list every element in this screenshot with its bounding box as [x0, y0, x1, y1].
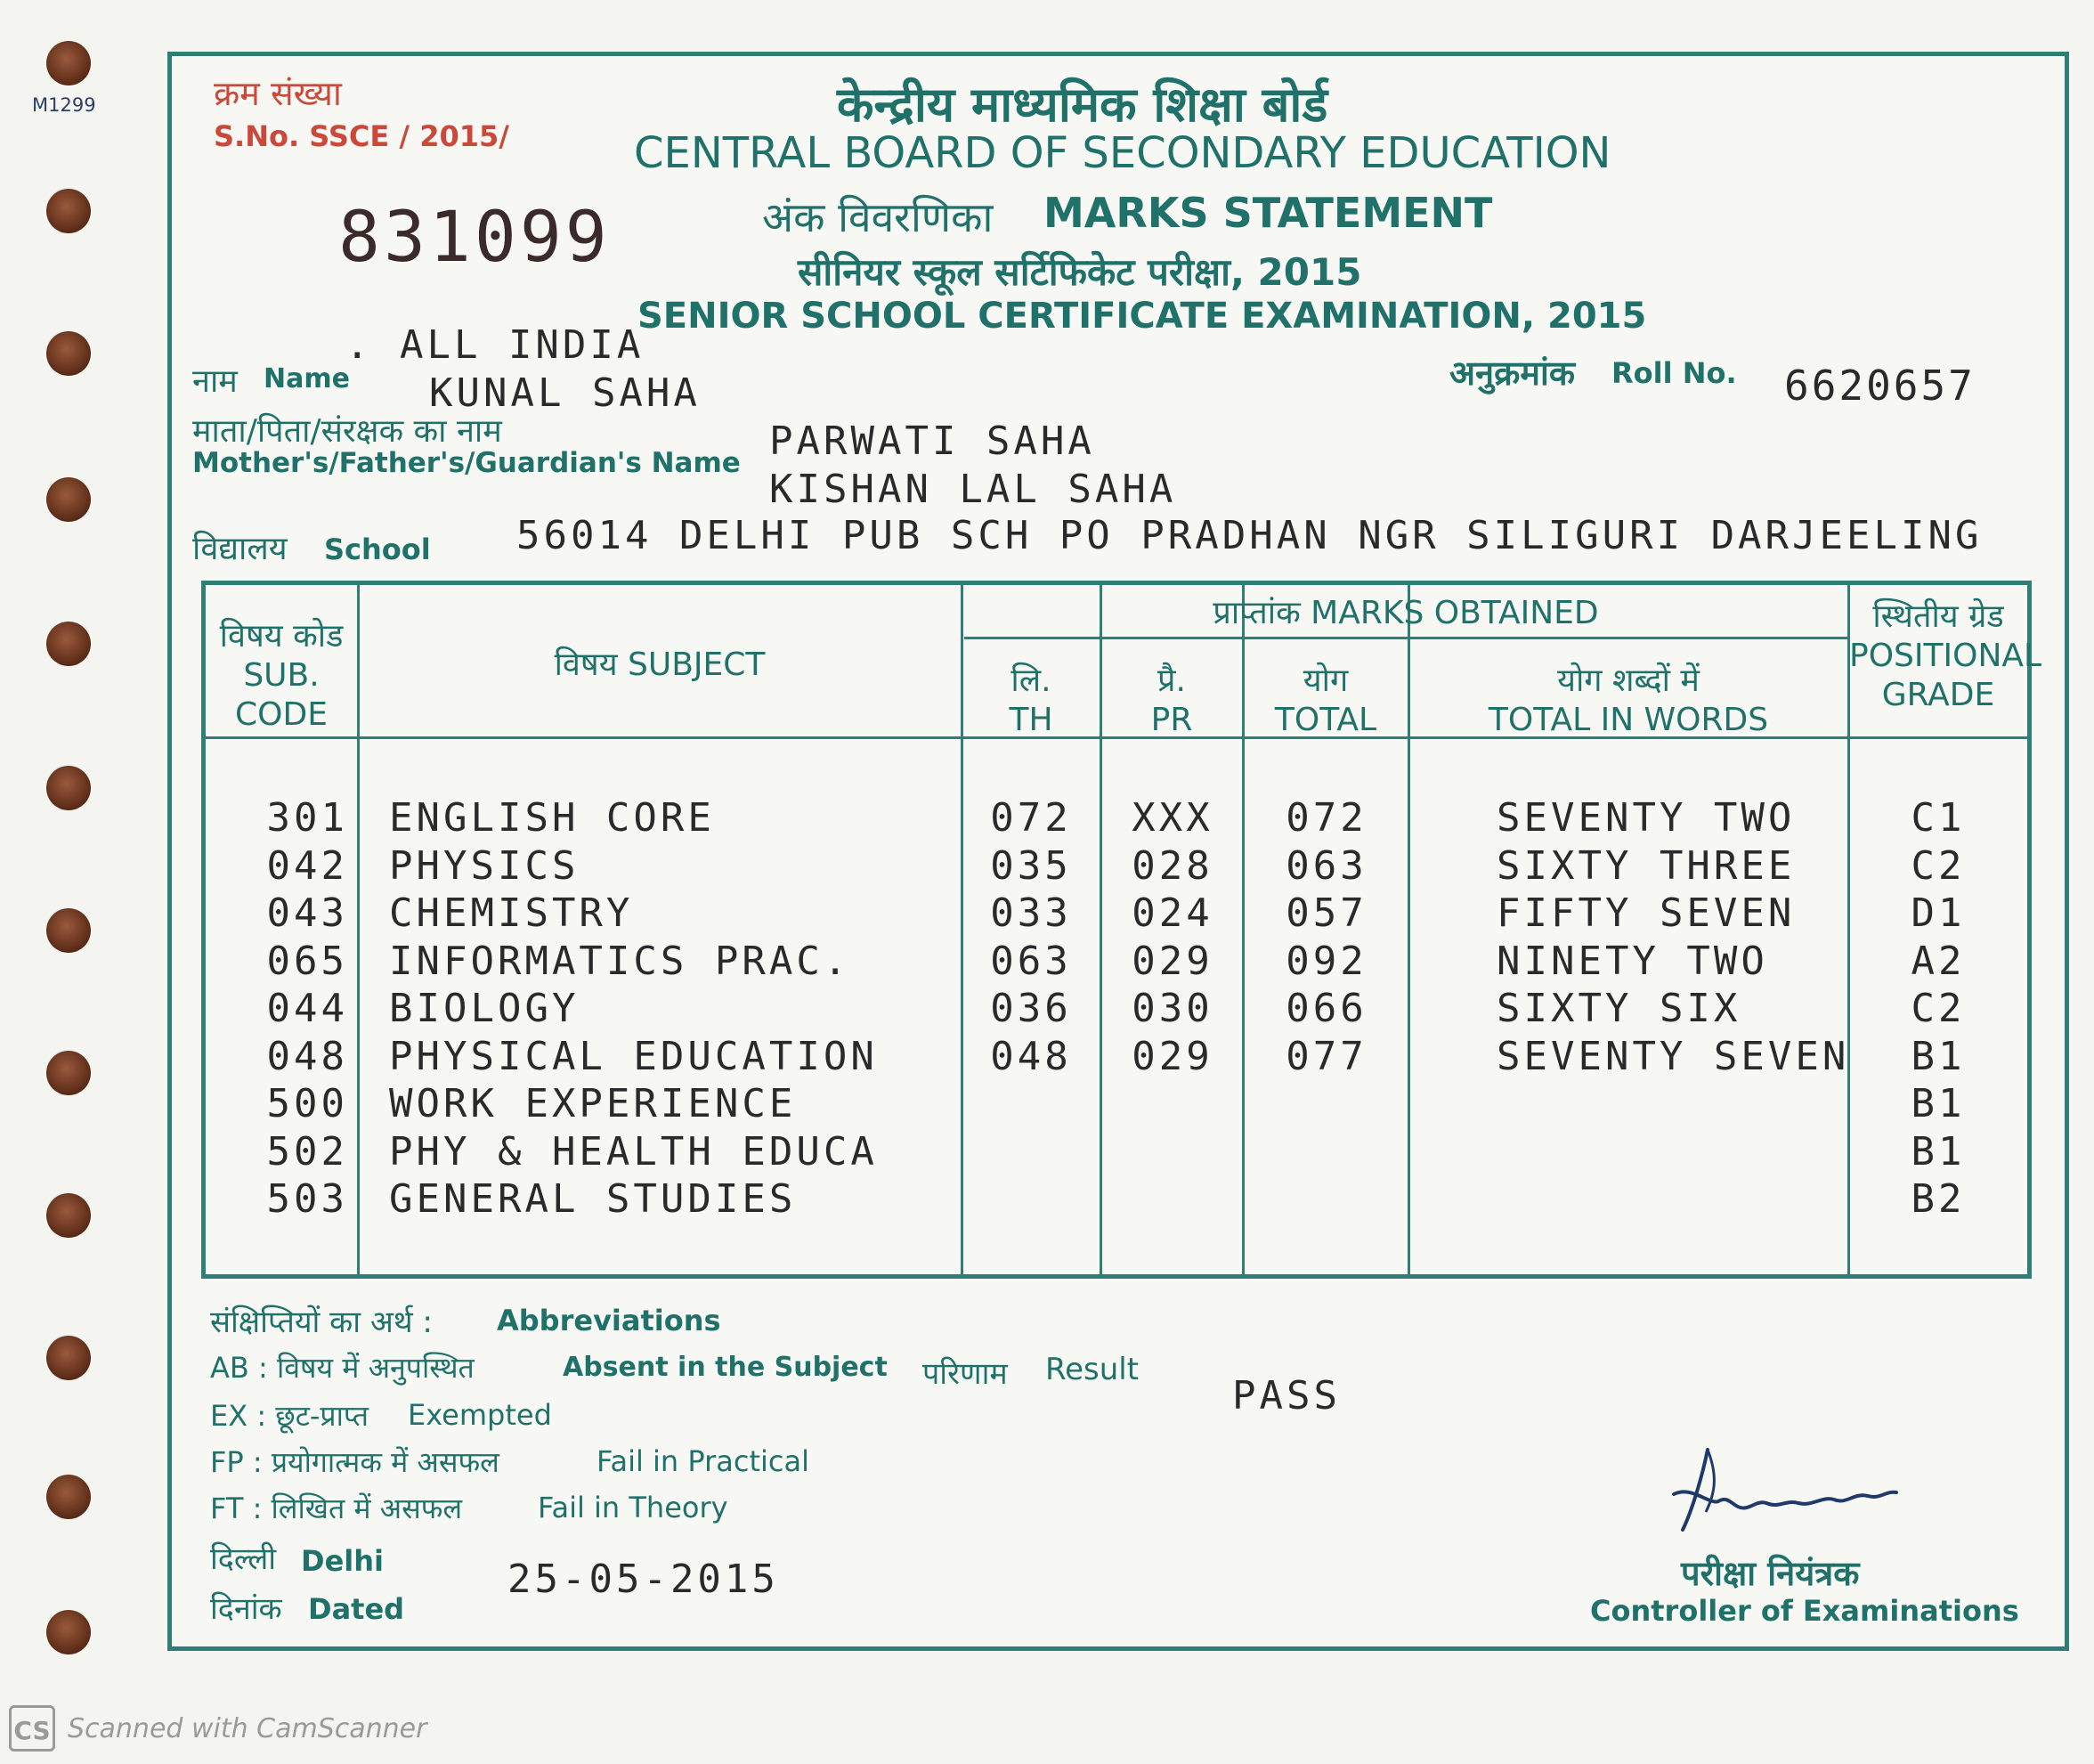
father-name: KISHAN LAL SAHA: [769, 467, 1177, 512]
dated-label: Dated: [308, 1592, 405, 1626]
name-label: Name: [264, 363, 350, 394]
theory-marks: 063: [990, 938, 1072, 984]
abbrev-fp: Fail in Practical: [597, 1444, 809, 1478]
subject-name: INFORMATICS PRAC.: [389, 938, 851, 984]
guardian-label-hindi: माता/पिता/संरक्षक का नाम: [192, 413, 502, 450]
school-label-hindi: विद्यालय: [192, 531, 288, 567]
total-in-words: NINETY TWO: [1497, 938, 1768, 984]
practical-marks: 029: [1132, 1033, 1213, 1079]
serial-prefix: S.No. SSCE / 2015/: [214, 119, 509, 153]
binder-hole: [46, 41, 91, 85]
abbrev-fp-hindi: FP : प्रयोगात्मक में असफल: [210, 1445, 499, 1479]
code-header-hindi: विषय कोड: [219, 618, 344, 654]
sub-code: 042: [266, 842, 348, 889]
sub-code: 043: [266, 890, 348, 936]
pr-header-hindi: प्रै.: [1157, 663, 1186, 699]
code-header-line1: SUB.: [243, 657, 320, 694]
binder-hole: [46, 189, 91, 233]
roll-label-hindi: अनुक्रमांक: [1449, 354, 1576, 393]
result-label-hindi: परिणाम: [922, 1356, 1008, 1392]
abbrev-ex: Exempted: [408, 1398, 552, 1432]
binder-hole: [46, 622, 91, 666]
sub-code: 503: [266, 1176, 348, 1222]
subject-name: ENGLISH CORE: [389, 795, 715, 841]
statement-title-hindi: अंक विवरणिका: [762, 193, 994, 241]
total-in-words: SIXTY THREE: [1497, 842, 1796, 889]
camscanner-text: Scanned with CamScanner: [68, 1713, 427, 1744]
total-marks: 077: [1286, 1033, 1368, 1079]
exam-title-hindi: सीनियर स्कूल सर्टिफिकेट परीक्षा, 2015: [798, 250, 1362, 294]
region: . ALL INDIA: [345, 322, 645, 368]
dated-label-hindi: दिनांक: [210, 1591, 282, 1627]
grade-header-hindi: स्थितीय ग्रेड: [1872, 598, 2004, 635]
name-label-hindi: नाम: [192, 363, 238, 400]
abbrev-ft: Fail in Theory: [538, 1491, 728, 1524]
positional-grade: B1: [1911, 1081, 1966, 1126]
total-in-words: FIFTY SEVEN: [1497, 890, 1796, 936]
total-in-words: SEVENTY TWO: [1497, 795, 1796, 841]
total-marks: 057: [1286, 890, 1368, 936]
theory-marks: 048: [990, 1033, 1072, 1079]
subject-name: GENERAL STUDIES: [389, 1176, 797, 1222]
binder-hole: [46, 1610, 91, 1654]
total-marks: 092: [1286, 938, 1368, 984]
guardian-label: Mother's/Father's/Guardian's Name: [192, 447, 741, 479]
subject-name: PHY & HEALTH EDUCA: [389, 1128, 878, 1175]
th-header: TH: [1009, 702, 1053, 738]
practical-marks: 024: [1132, 890, 1213, 936]
theory-marks: 035: [990, 842, 1072, 889]
result-label: Result: [1045, 1352, 1140, 1387]
binder-hole: [46, 1051, 91, 1095]
abbrev-ab-hindi: AB : विषय में अनुपस्थित: [210, 1351, 475, 1385]
exam-title: SENIOR SCHOOL CERTIFICATE EXAMINATION, 2015: [637, 296, 1647, 337]
practical-marks: 029: [1132, 938, 1213, 984]
abbrev-ab: Absent in the Subject: [563, 1352, 888, 1383]
place-label: Delhi: [301, 1544, 384, 1578]
positional-grade: A2: [1911, 938, 1966, 984]
subject-name: BIOLOGY: [389, 986, 580, 1031]
binder-hole: [46, 477, 91, 522]
theory-marks: 072: [990, 795, 1072, 841]
practical-marks: XXX: [1132, 795, 1213, 841]
statement-title: MARKS STATEMENT: [1043, 189, 1493, 237]
total-header: TOTAL: [1274, 702, 1377, 738]
controller-signature: [1656, 1441, 1905, 1539]
binder-hole: [46, 1475, 91, 1519]
theory-marks: 036: [990, 986, 1072, 1031]
positional-grade: B1: [1911, 1128, 1966, 1175]
positional-grade: B1: [1911, 1033, 1966, 1079]
sub-code: 502: [266, 1128, 348, 1175]
issue-date: 25-05-2015: [507, 1557, 779, 1602]
sub-code: 301: [266, 795, 348, 841]
roll-number: 6620657: [1784, 362, 1976, 410]
words-header: TOTAL IN WORDS: [1488, 702, 1769, 738]
controller-title-hindi: परीक्षा नियंत्रक: [1681, 1554, 1860, 1593]
total-marks: 063: [1286, 842, 1368, 889]
sub-code: 065: [266, 938, 348, 984]
total-header-hindi: योग: [1303, 663, 1349, 699]
place-label-hindi: दिल्ली: [210, 1541, 277, 1577]
sub-code: 048: [266, 1033, 348, 1079]
grade-header-line2: GRADE: [1881, 677, 1995, 713]
sub-code: 500: [266, 1081, 348, 1126]
pr-header: PR: [1150, 702, 1193, 738]
practical-marks: 028: [1132, 842, 1213, 889]
total-marks: 066: [1286, 986, 1368, 1031]
abbrev-ft-hindi: FT : लिखित में असफल: [210, 1492, 463, 1525]
practical-marks: 030: [1132, 986, 1213, 1031]
candidate-name: KUNAL SAHA: [429, 370, 701, 416]
total-in-words: SIXTY SIX: [1497, 986, 1741, 1031]
theory-marks: 033: [990, 890, 1072, 936]
code-header-line2: CODE: [235, 696, 328, 733]
binder-hole: [46, 1336, 91, 1380]
binder-hole: [46, 1193, 91, 1238]
mother-name: PARWATI SAHA: [769, 419, 1095, 464]
sub-code: 044: [266, 986, 348, 1031]
subject-name: WORK EXPERIENCE: [389, 1081, 797, 1126]
serial-label-hindi: क्रम संख्या: [214, 74, 342, 113]
total-in-words: SEVENTY SEVEN: [1497, 1033, 1850, 1079]
subject-header: विषय SUBJECT: [554, 646, 766, 683]
binder-hole: [46, 908, 91, 953]
binder-hole: [46, 766, 91, 810]
subject-name: PHYSICAL EDUCATION: [389, 1033, 878, 1079]
serial-number: 831099: [338, 198, 611, 278]
subject-name: PHYSICS: [389, 842, 580, 889]
abbrev-ex-hindi: EX : छूट-प्राप्त: [210, 1399, 369, 1433]
school-label: School: [324, 532, 431, 566]
total-marks: 072: [1286, 795, 1368, 841]
school-name: 56014 DELHI PUB SCH PO PRADHAN NGR SILIGURI DARJEELING: [516, 513, 1983, 558]
words-header-hindi: योग शब्दों में: [1557, 663, 1700, 699]
roll-label: Roll No.: [1611, 356, 1737, 390]
margin-tag: M1299: [32, 94, 96, 116]
positional-grade: C2: [1911, 842, 1966, 889]
board-name-english: CENTRAL BOARD OF SECONDARY EDUCATION: [634, 128, 1611, 178]
binder-hole: [46, 331, 91, 376]
abbrev-title: Abbreviations: [497, 1304, 721, 1337]
board-name-hindi: केन्द्रीय माध्यमिक शिक्षा बोर्ड: [837, 77, 1328, 133]
positional-grade: C2: [1911, 986, 1966, 1031]
grade-header-line1: POSITIONAL: [1849, 638, 2042, 674]
abbrev-title-hindi: संक्षिप्तियों का अर्थ :: [210, 1305, 433, 1340]
th-header-hindi: लि.: [1010, 663, 1051, 699]
controller-title: Controller of Examinations: [1590, 1594, 2019, 1628]
positional-grade: D1: [1911, 890, 1966, 936]
positional-grade: B2: [1911, 1176, 1966, 1222]
positional-grade: C1: [1911, 795, 1966, 841]
camscanner-logo: CS: [9, 1705, 55, 1752]
marks-table: [201, 581, 2042, 1279]
result-value: PASS: [1232, 1373, 1341, 1419]
subject-name: CHEMISTRY: [389, 890, 634, 936]
marks-obtained-header: प्राप्तांक MARKS OBTAINED: [1213, 595, 1599, 631]
